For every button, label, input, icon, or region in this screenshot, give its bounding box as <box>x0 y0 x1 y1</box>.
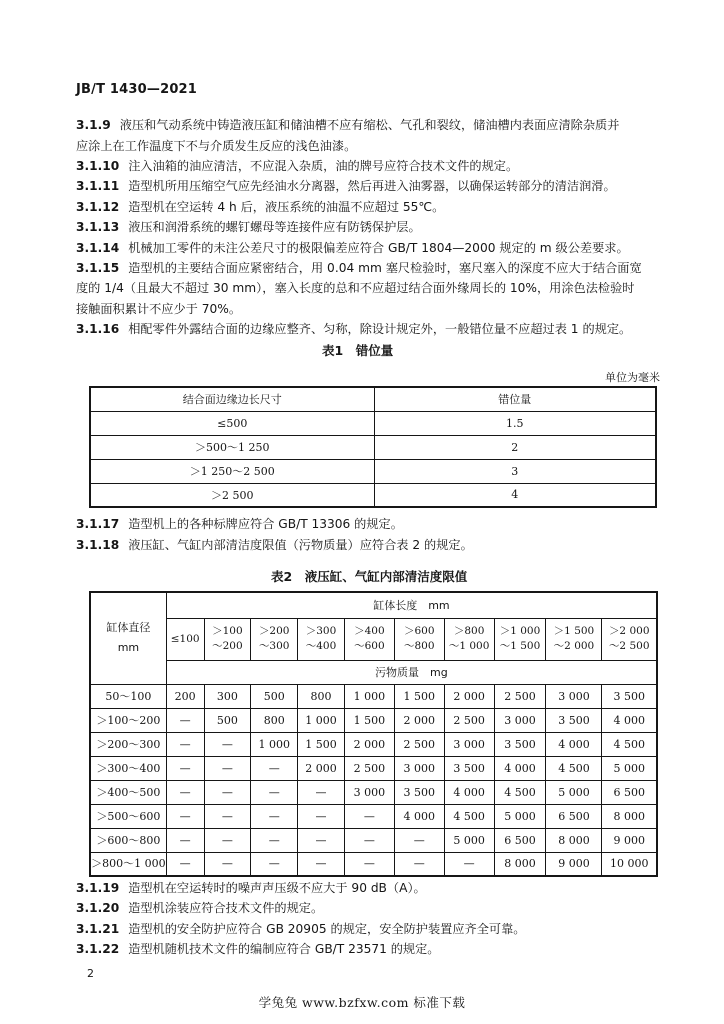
clause-line <box>76 136 356 157</box>
mass-cell: 9 000 <box>602 828 657 852</box>
mass-cell: 2 000 <box>394 708 444 732</box>
mass-cell: 4 500 <box>444 804 494 828</box>
clause-number: 3.1.16 <box>76 322 120 336</box>
mass-cell: 4 000 <box>494 756 546 780</box>
diameter-cell: ＞500～600 <box>90 804 166 828</box>
clause-line <box>76 898 323 919</box>
mass-cell: 3 500 <box>602 684 657 708</box>
table1-cell: ＞1 250～2 500 <box>90 459 374 483</box>
clause-text: 应涂上在工作温度下不与介质发生反应的浅色油漆。 <box>76 139 357 153</box>
mass-cell: — <box>204 828 251 852</box>
mass-cell: 3 500 <box>546 708 602 732</box>
mass-cell: — <box>298 804 345 828</box>
table2-header-row <box>90 592 657 618</box>
mass-cell: — <box>251 828 298 852</box>
length-range-cell <box>251 618 298 660</box>
clause-number: 3.1.14 <box>76 241 120 255</box>
mass-cell: 5 000 <box>546 780 602 804</box>
mass-cell: 4 500 <box>494 780 546 804</box>
mass-cell: — <box>251 780 298 804</box>
clause-line <box>76 319 631 340</box>
clause-text: 造型机在空运转时的噪声声压级不应大于 90 dB（A）。 <box>128 881 426 895</box>
clause-text: 造型机的主要结合面应紧密结合，用 0.04 mm 塞尺检验时，塞尺塞入的深度不应大于结合面宽 <box>128 261 642 275</box>
mass-cell: — <box>251 756 298 780</box>
length-range-from: ＞300 <box>305 625 337 637</box>
clause-line <box>76 878 426 899</box>
mass-cell: 6 500 <box>602 780 657 804</box>
length-range-from: ＞200 <box>258 625 290 637</box>
length-range-to: ～200 <box>212 640 243 652</box>
clause-number: 3.1.21 <box>76 922 120 936</box>
clause-number: 3.1.10 <box>76 159 120 173</box>
table-row <box>90 804 657 828</box>
clause-text: 造型机上的各种标牌应符合 GB/T 13306 的规定。 <box>128 517 403 531</box>
table-row <box>90 435 656 459</box>
mass-cell: 3 500 <box>494 732 546 756</box>
page-number: 2 <box>87 967 94 980</box>
clause-line <box>76 197 444 218</box>
table1-header-cell: 错位量 <box>374 387 656 411</box>
mass-cell: — <box>204 852 251 876</box>
length-range-from: ＞800 <box>453 625 485 637</box>
length-range-cell <box>166 618 204 660</box>
length-range-cell <box>444 618 494 660</box>
mass-cell: 8 000 <box>494 852 546 876</box>
diameter-unit: mm <box>117 641 140 655</box>
clause-line <box>76 238 629 259</box>
table1-cell: ≤500 <box>90 411 374 435</box>
table1-unit: 单位为毫米 <box>605 371 660 384</box>
clause-text: 注入油箱的油应清洁，不应混入杂质，油的牌号应符合技术文件的规定。 <box>128 159 519 173</box>
mass-cell: 2 500 <box>394 732 444 756</box>
mass-cell: 8 000 <box>602 804 657 828</box>
diameter-header <box>90 592 166 684</box>
clause-line <box>76 217 421 238</box>
mass-cell: 1 500 <box>298 732 345 756</box>
length-ranges-row <box>90 618 657 660</box>
table1-header-row <box>90 387 656 411</box>
length-range-to: ～300 <box>258 640 290 652</box>
mass-cell: 5 000 <box>602 756 657 780</box>
mass-cell: — <box>394 852 444 876</box>
mass-cell: — <box>444 852 494 876</box>
table-row <box>90 684 657 708</box>
mass-cell: — <box>394 828 444 852</box>
clause-text: 机械加工零件的未注公差尺寸的极限偏差应符合 GB/T 1804—2000 规定的 m 级公差要求。 <box>128 241 629 255</box>
length-range-to: ～1 500 <box>499 640 541 652</box>
table-row <box>90 459 656 483</box>
diameter-cell: ＞800～1 000 <box>90 852 166 876</box>
clause-line <box>76 156 518 177</box>
mass-cell: — <box>166 732 204 756</box>
mass-cell: 200 <box>166 684 204 708</box>
diameter-cell: ＞200～300 <box>90 732 166 756</box>
length-range-from: ＞400 <box>354 625 385 637</box>
clause-text: 液压和气动系统中铸造液压缸和储油槽不应有缩松、气孔和裂纹，储油槽内表面应清除杂质并 <box>119 118 620 132</box>
mass-cell: 3 500 <box>444 756 494 780</box>
clause-text: 造型机在空运转 4 h 后，液压系统的油温不应超过 55℃。 <box>128 200 445 214</box>
mass-cell: 3 000 <box>494 708 546 732</box>
mass-cell: — <box>344 804 394 828</box>
document-code: JB/T 1430—2021 <box>76 82 198 97</box>
mass-header: 污物质量 mg <box>166 660 657 684</box>
diameter-cell: ＞600～800 <box>90 828 166 852</box>
clause-line <box>76 299 241 320</box>
length-range-from: ＞1 000 <box>499 625 541 637</box>
mass-cell: — <box>166 828 204 852</box>
mass-cell: 8 000 <box>546 828 602 852</box>
length-range-cell <box>494 618 546 660</box>
mass-cell: 3 000 <box>344 780 394 804</box>
mass-cell: — <box>166 804 204 828</box>
diameter-cell: ＞100～200 <box>90 708 166 732</box>
length-range-from: ＞100 <box>212 625 243 637</box>
mass-cell: 5 000 <box>494 804 546 828</box>
mass-cell: — <box>298 780 345 804</box>
clause-number: 3.1.22 <box>76 942 120 956</box>
mass-cell: 3 000 <box>394 756 444 780</box>
mass-cell: — <box>204 804 251 828</box>
table1-cell: 2 <box>374 435 656 459</box>
mass-cell: 2 000 <box>444 684 494 708</box>
table1-cell: 4 <box>374 483 656 507</box>
table-row <box>90 483 656 507</box>
mass-cell: 10 000 <box>602 852 657 876</box>
table-row <box>90 756 657 780</box>
clause-text: 接触面积累计不应少于 70%。 <box>76 302 242 316</box>
mass-cell: — <box>251 804 298 828</box>
mass-cell: 500 <box>251 684 298 708</box>
table1-cell: ＞2 500 <box>90 483 374 507</box>
mass-cell: 3 500 <box>394 780 444 804</box>
mass-cell: 300 <box>204 684 251 708</box>
clause-line <box>76 258 642 279</box>
mass-cell: — <box>251 852 298 876</box>
length-range-from: ＞1 500 <box>553 625 595 637</box>
length-range-to: ～2 000 <box>553 640 595 652</box>
mass-cell: 2 500 <box>344 756 394 780</box>
table1-cell: 1.5 <box>374 411 656 435</box>
mass-cell: — <box>204 780 251 804</box>
mass-cell: 3 000 <box>546 684 602 708</box>
diameter-cell: ＞300～400 <box>90 756 166 780</box>
clause-line <box>76 919 525 940</box>
clause-number: 3.1.18 <box>76 538 120 552</box>
mass-cell: 1 500 <box>394 684 444 708</box>
mass-cell: 3 000 <box>444 732 494 756</box>
clause-text: 造型机随机技术文件的编制应符合 GB/T 23571 的规定。 <box>128 942 440 956</box>
mass-cell: 2 500 <box>444 708 494 732</box>
length-range-cell <box>602 618 657 660</box>
mass-cell: 800 <box>298 684 345 708</box>
clause-text: 造型机的安全防护应符合 GB 20905 的规定，安全防护装置应齐全可靠。 <box>128 922 526 936</box>
mass-cell: 2 500 <box>494 684 546 708</box>
length-range-to: ～2 500 <box>608 640 650 652</box>
mass-cell: 4 500 <box>546 756 602 780</box>
length-range-from: ≤100 <box>170 632 200 645</box>
length-range-cell <box>344 618 394 660</box>
clause-text: 造型机涂装应符合技术文件的规定。 <box>128 901 324 915</box>
table-row <box>90 732 657 756</box>
mass-cell: — <box>204 756 251 780</box>
length-header: 缸体长度 mm <box>166 592 657 618</box>
clause-text: 造型机所用压缩空气应先经油水分离器，然后再进入油雾器，以确保运转部分的清洁润滑。 <box>128 179 616 193</box>
mass-cell: — <box>166 780 204 804</box>
mass-cell: 1 500 <box>344 708 394 732</box>
mass-cell: — <box>204 732 251 756</box>
mass-cell: 1 000 <box>298 708 345 732</box>
clause-text: 度的 1/4（且最大不超过 30 mm），塞入长度的总和不应超过结合面外缘周长的 10%，用涂色法检验时 <box>76 281 635 295</box>
mass-cell: — <box>166 852 204 876</box>
length-range-from: ＞600 <box>403 625 435 637</box>
table1-cell: 3 <box>374 459 656 483</box>
length-range-cell <box>298 618 345 660</box>
mass-cell: 4 000 <box>602 708 657 732</box>
mass-cell: 800 <box>251 708 298 732</box>
clause-line <box>76 115 619 136</box>
mass-cell: — <box>344 852 394 876</box>
mass-cell: 2 000 <box>344 732 394 756</box>
footer-watermark: 学兔兔 www.bzfxw.com 标准下载 <box>258 995 466 1010</box>
clause-line <box>76 535 473 556</box>
table2-caption: 表2 液压缸、气缸内部清洁度限值 <box>271 569 468 584</box>
table1-cell: ＞500～1 250 <box>90 435 374 459</box>
clause-number: 3.1.11 <box>76 179 120 193</box>
table1-misalignment <box>89 386 657 508</box>
length-range-to: ～600 <box>354 640 385 652</box>
mass-cell: 6 500 <box>546 804 602 828</box>
table-row <box>90 708 657 732</box>
length-range-from: ＞2 000 <box>608 625 650 637</box>
mass-cell: 6 500 <box>494 828 546 852</box>
table-row <box>90 852 657 876</box>
diameter-cell: 50～100 <box>90 684 166 708</box>
clause-number: 3.1.12 <box>76 200 120 214</box>
mass-cell: 1 000 <box>251 732 298 756</box>
diameter-cell: ＞400～500 <box>90 780 166 804</box>
clause-line <box>76 278 634 299</box>
clause-line <box>76 939 440 960</box>
mass-cell: — <box>298 828 345 852</box>
diameter-label: 缸体直径 <box>106 621 151 635</box>
clause-line <box>76 514 403 535</box>
table-row <box>90 828 657 852</box>
clause-text: 液压缸、气缸内部清洁度限值（污物质量）应符合表 2 的规定。 <box>128 538 473 552</box>
mass-header-row <box>90 660 657 684</box>
length-range-to: ～400 <box>305 640 337 652</box>
clause-number: 3.1.13 <box>76 220 120 234</box>
clause-text: 相配零件外露结合面的边缘应整齐、匀称，除设计规定外，一般错位量不应超过表 1 的规定。 <box>128 322 632 336</box>
mass-cell: 1 000 <box>344 684 394 708</box>
mass-cell: 4 000 <box>444 780 494 804</box>
mass-cell: 9 000 <box>546 852 602 876</box>
length-range-to: ～1 000 <box>448 640 490 652</box>
mass-cell: — <box>298 852 345 876</box>
clause-number: 3.1.15 <box>76 261 120 275</box>
mass-cell: 2 000 <box>298 756 345 780</box>
clause-number: 3.1.19 <box>76 881 120 895</box>
table2-cleanliness-limits <box>89 591 658 877</box>
table-row <box>90 411 656 435</box>
mass-cell: 5 000 <box>444 828 494 852</box>
mass-cell: — <box>166 756 204 780</box>
clause-line <box>76 176 616 197</box>
mass-cell: 4 500 <box>602 732 657 756</box>
mass-cell: — <box>344 828 394 852</box>
length-range-to: ～800 <box>403 640 435 652</box>
table1-caption: 表1 错位量 <box>322 343 394 358</box>
length-range-cell <box>204 618 251 660</box>
mass-cell: 4 000 <box>546 732 602 756</box>
length-range-cell <box>394 618 444 660</box>
table-row <box>90 780 657 804</box>
mass-cell: — <box>166 708 204 732</box>
mass-cell: 4 000 <box>394 804 444 828</box>
mass-cell: 500 <box>204 708 251 732</box>
clause-number: 3.1.9 <box>76 118 111 132</box>
table1-header-cell: 结合面边缘边长尺寸 <box>90 387 374 411</box>
clause-text: 液压和润滑系统的螺钉螺母等连接件应有防锈保护层。 <box>128 220 421 234</box>
clause-number: 3.1.17 <box>76 517 120 531</box>
clause-number: 3.1.20 <box>76 901 120 915</box>
length-range-cell <box>546 618 602 660</box>
